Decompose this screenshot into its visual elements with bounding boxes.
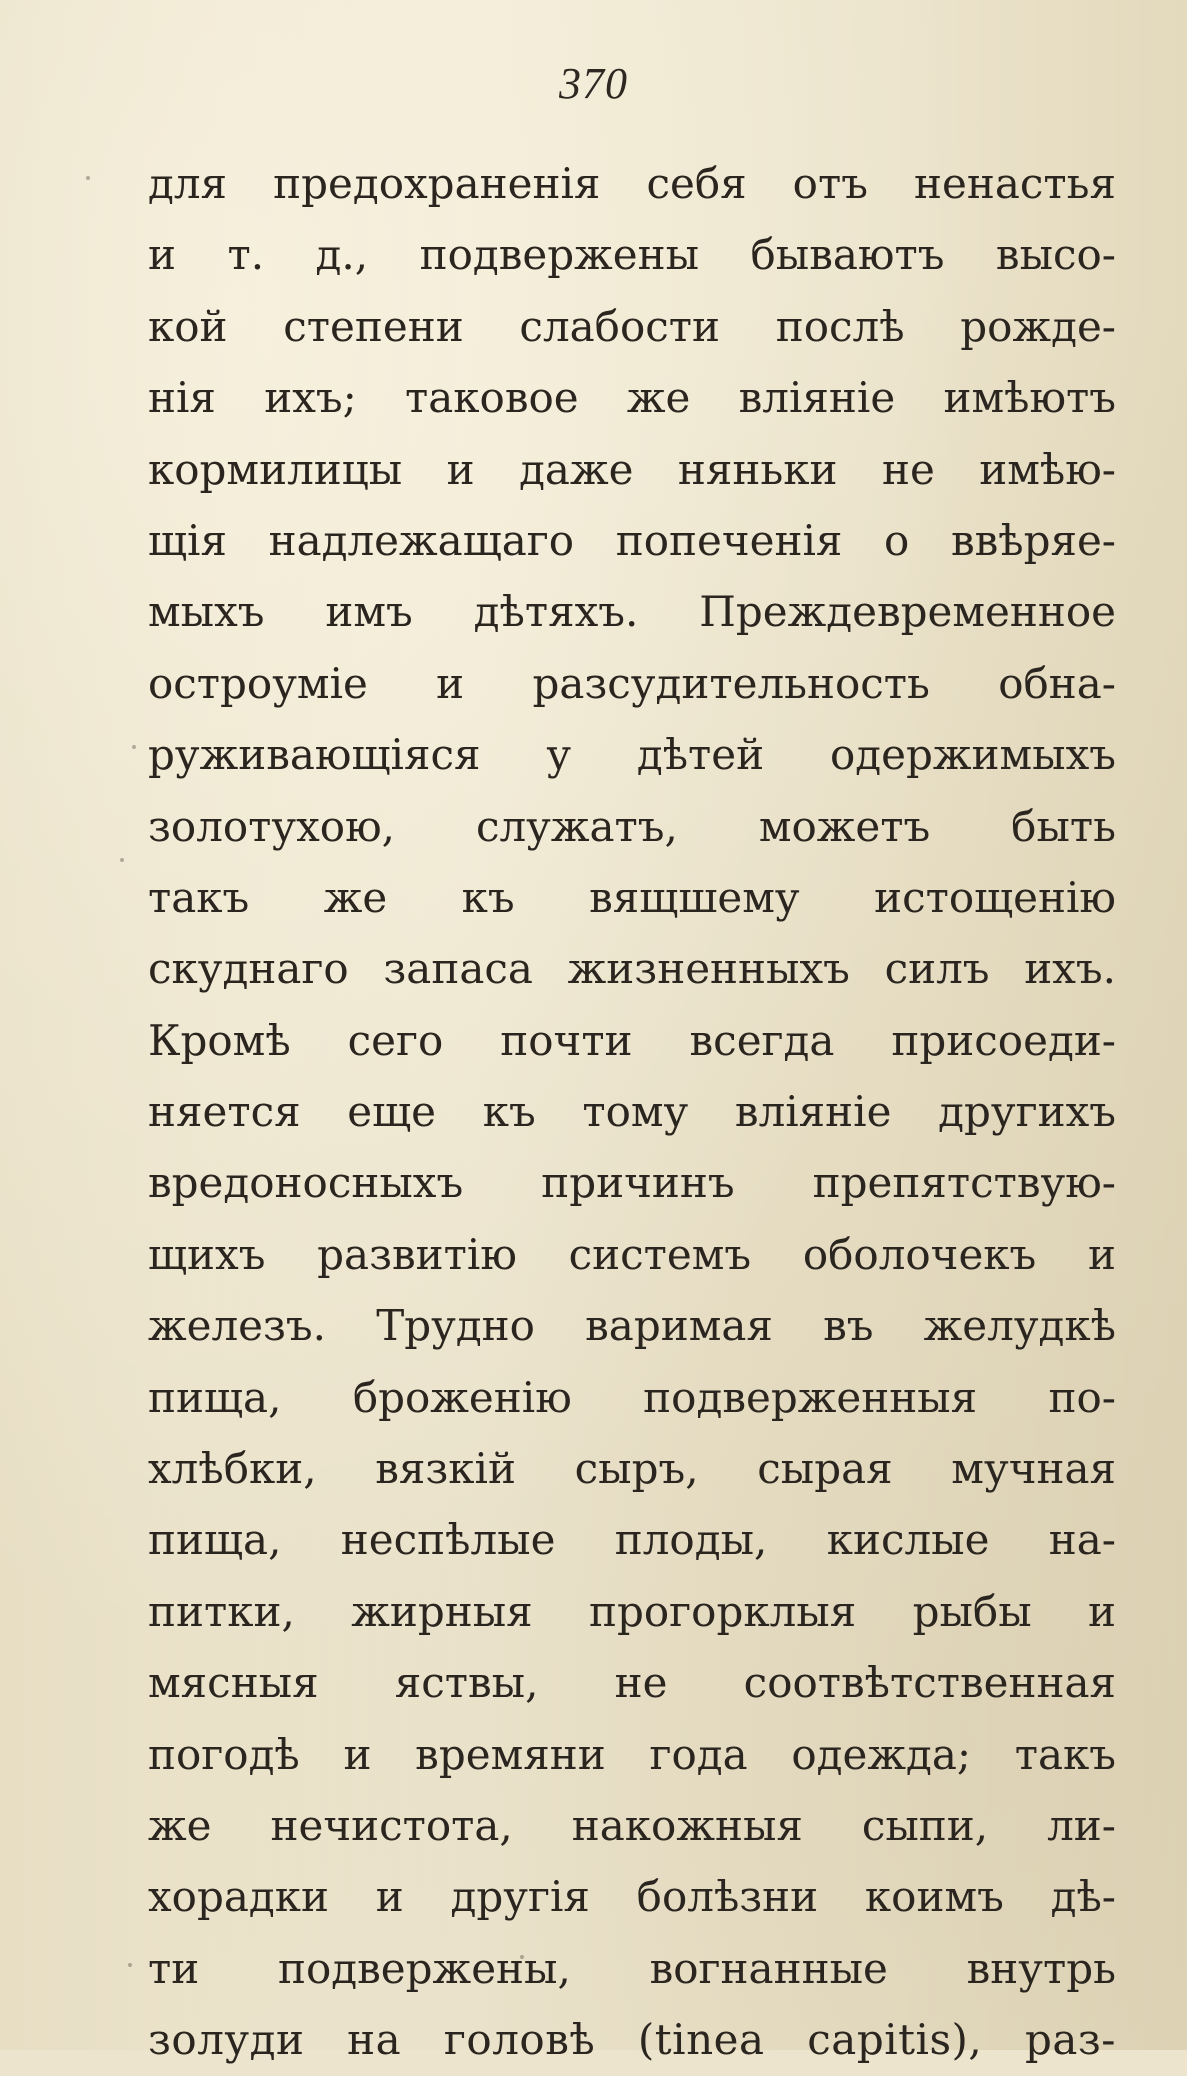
text-line: няется еще къ тому вліяніе другихъ [148,1087,1116,1137]
paper-speck [132,745,136,749]
text-line: же нечистота, накожныя сыпи, ли- [148,1800,1116,1850]
paper-speck [86,176,90,180]
text-line: пища, броженію подверженныя по- [148,1372,1116,1422]
text-line: мыхъ имъ дѣтяхъ. Преждевременное [148,587,1116,637]
text-line: вредоносныхъ причинъ препятствую- [148,1158,1116,1208]
text-line: железъ. Трудно варимая въ желудкѣ [148,1301,1116,1351]
text-line: щихъ развитію системъ оболочекъ и [148,1229,1116,1279]
page-number: 370 [559,59,628,108]
text-line: погодѣ и времяни года одежда; такъ [148,1729,1116,1779]
text-line: золуди на головѣ (tinea capitis), раз- [148,2015,1116,2065]
text-line: руживающіяся у дѣтей одержимыхъ [148,730,1116,780]
text-line: для предохраненія себя отъ ненастья [148,159,1116,208]
text-line: скуднаго запаса жизненныхъ силъ ихъ. [148,944,1116,994]
body-text [148,148,1116,2076]
text-line: кормилицы и даже няньки не имѣю- [148,444,1116,494]
text-line: пища, неспѣлые плоды, кислые на- [148,1515,1116,1565]
text-line: и т. д., подвержены бываютъ высо- [148,230,1116,280]
text-line: мясныя яствы, не соотвѣтственная [148,1658,1116,1708]
text-line: ти подвержены, вогнанные внутрь [148,1943,1116,1993]
text-line: кой степени слабости послѣ рожде- [148,301,1116,351]
paper-speck [520,1955,524,1959]
text-line: Кромѣ сего почти всегда присоеди- [148,1015,1116,1065]
text-line: нія ихъ; таковое же вліяніе имѣютъ [148,373,1116,423]
paper-speck [128,1963,132,1967]
text-line: такъ же къ вящшему истощенію [148,872,1116,922]
text-line: хлѣбки, вязкій сыръ, сырая мучная [148,1444,1116,1494]
text-line: хорадки и другія болѣзни коимъ дѣ- [148,1872,1116,1922]
text-line: золотухою, служатъ, можетъ быть [148,801,1116,851]
text-line: щія надлежащаго попеченія о ввѣряе- [148,515,1116,565]
text-line: питки, жирныя прогорклыя рыбы и [148,1586,1116,1636]
text-line: остроуміе и разсудительность обна- [148,658,1116,708]
paper-speck [120,858,124,862]
